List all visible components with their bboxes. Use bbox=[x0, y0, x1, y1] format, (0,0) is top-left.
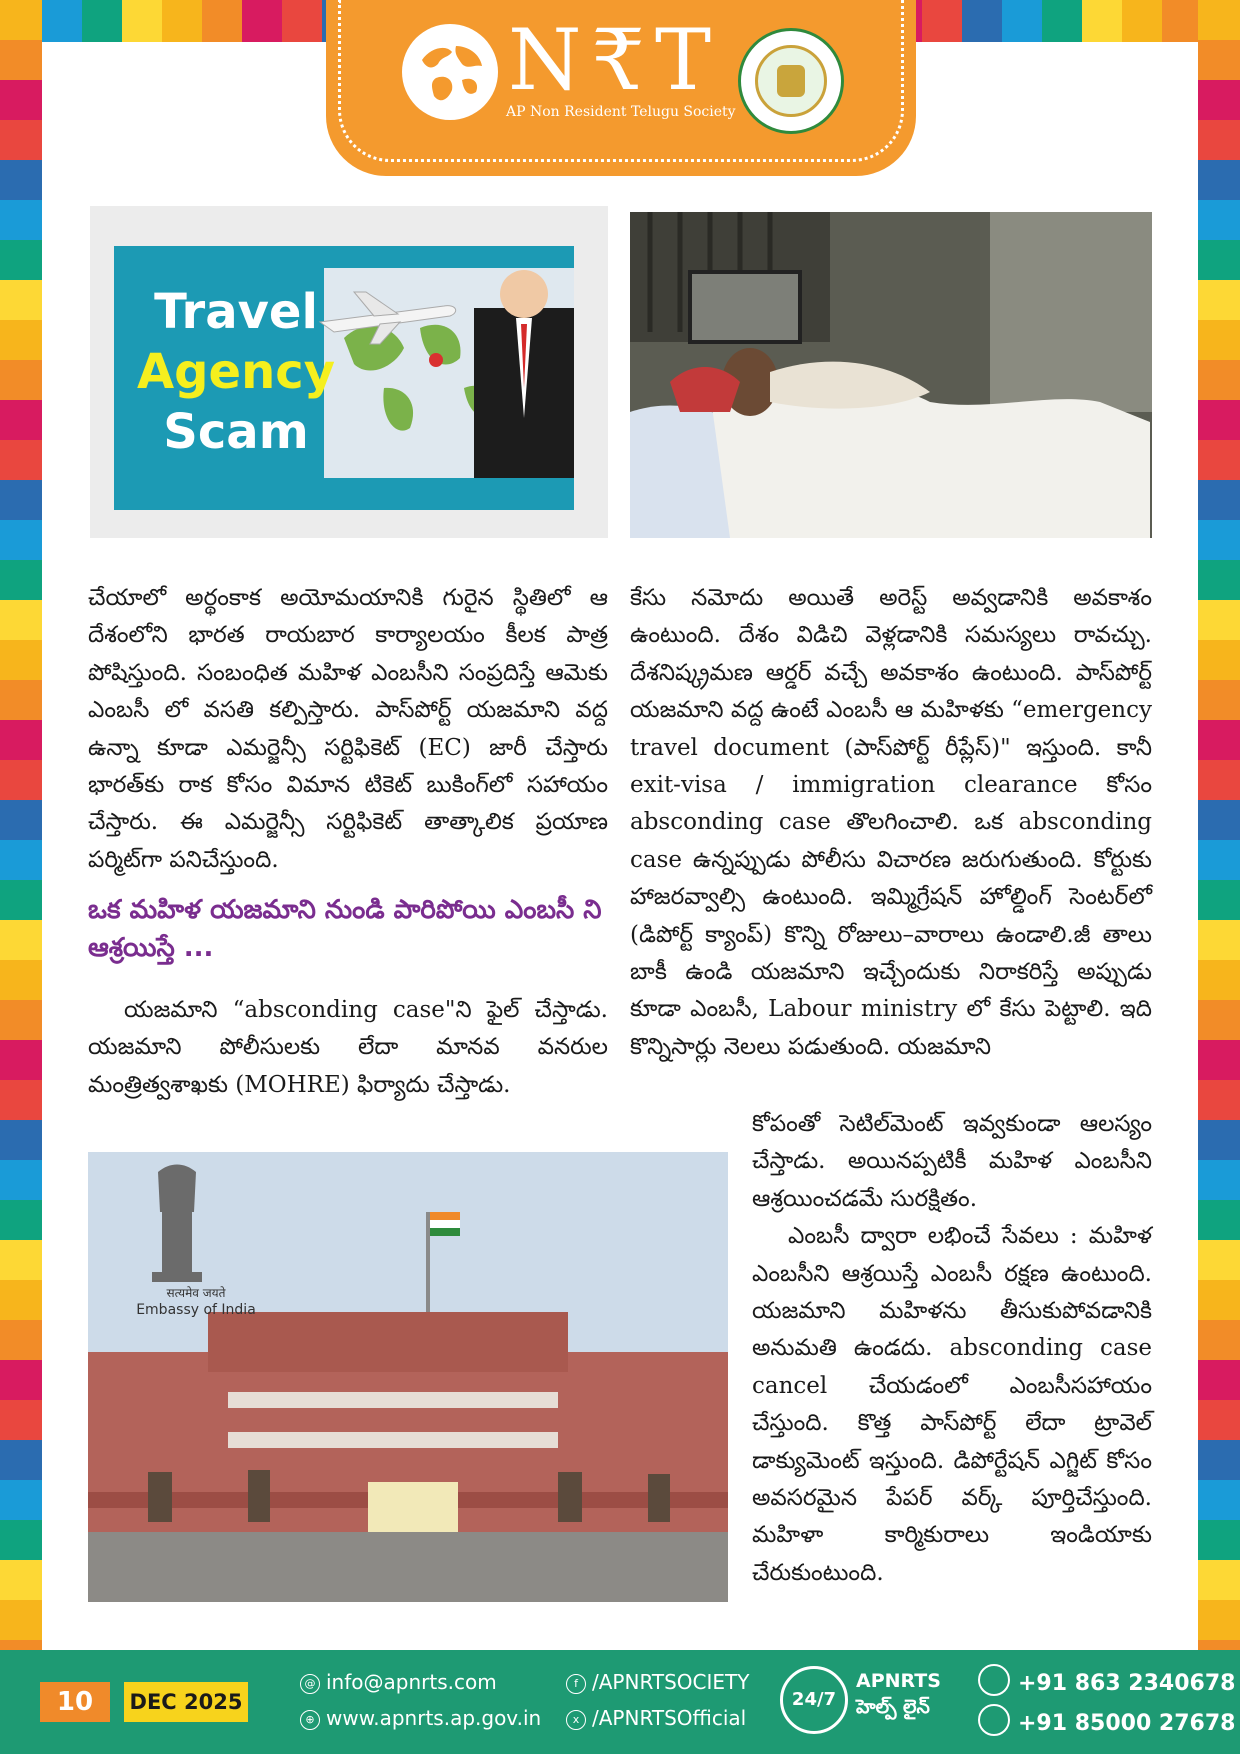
footer-twitter[interactable]: x /APNRTSOfficial bbox=[566, 1704, 746, 1732]
phone-icon bbox=[978, 1664, 1010, 1696]
decorative-tile bbox=[1198, 760, 1240, 800]
support-24-7-badge: 24/7 bbox=[780, 1666, 848, 1734]
decorative-tile bbox=[1198, 560, 1240, 600]
decorative-tile bbox=[82, 0, 122, 42]
decorative-tile bbox=[1198, 1040, 1240, 1080]
travel-title-line2: Agency bbox=[137, 344, 335, 400]
decorative-tile bbox=[0, 1520, 42, 1560]
decorative-tile bbox=[1198, 200, 1240, 240]
article-col1-para2: యజమాని “absconding case"ని ఫైల్ చేస్తాడు. యజమాని పోలీసులకు లేదా మానవ వనరుల మంత్రిత్వశాఖకు (MOHRE) ఫిర్యాదు చేస్తాడు. bbox=[88, 997, 608, 1098]
decorative-tile bbox=[1198, 1480, 1240, 1520]
decorative-tile bbox=[0, 720, 42, 760]
decorative-tile bbox=[0, 880, 42, 920]
decorative-tile bbox=[0, 920, 42, 960]
decorative-tile bbox=[1198, 1120, 1240, 1160]
decorative-tile bbox=[242, 0, 282, 42]
decorative-tile bbox=[1198, 720, 1240, 760]
page-number: 10 bbox=[40, 1682, 110, 1722]
embassy-of-india-photo bbox=[88, 1152, 728, 1602]
decorative-tile bbox=[1198, 80, 1240, 120]
decorative-tile bbox=[1198, 120, 1240, 160]
woman-resting-photo bbox=[630, 212, 1152, 538]
email-icon: @ bbox=[300, 1674, 320, 1694]
decorative-tile bbox=[0, 1360, 42, 1400]
issue-date: DEC 2025 bbox=[124, 1682, 248, 1722]
decorative-tile bbox=[0, 1640, 42, 1650]
decorative-tile bbox=[1198, 1280, 1240, 1320]
globe-icon bbox=[402, 24, 498, 120]
decorative-tile bbox=[1198, 680, 1240, 720]
footer-website[interactable]: ⊕ www.apnrts.ap.gov.in bbox=[300, 1704, 541, 1732]
decorative-tile bbox=[1162, 0, 1198, 42]
decorative-tile bbox=[0, 200, 42, 240]
decorative-tile bbox=[0, 1080, 42, 1120]
decorative-tile bbox=[1198, 160, 1240, 200]
decorative-tile bbox=[1198, 1160, 1240, 1200]
decorative-tile bbox=[0, 280, 42, 320]
decorative-tile bbox=[1198, 1080, 1240, 1120]
footer-phone-2[interactable]: +91 85000 27678 bbox=[978, 1704, 1235, 1738]
decorative-tile bbox=[0, 560, 42, 600]
decorative-tile bbox=[1198, 480, 1240, 520]
decorative-tile bbox=[0, 1160, 42, 1200]
article-subheading: ఒక మహిళ యజమాని నుండి పారిపోయి ఎంబసీ ని ఆశ్రయిస్తే ... bbox=[88, 895, 602, 963]
web-icon: ⊕ bbox=[300, 1710, 320, 1730]
travel-title-line3: Scam bbox=[163, 404, 309, 460]
decorative-tile bbox=[1198, 320, 1240, 360]
travel-title-line1: Travel bbox=[154, 284, 318, 340]
decorative-tile bbox=[0, 0, 42, 40]
decorative-tile bbox=[0, 1240, 42, 1280]
article-col1-para1: చేయాలో అర్థంకాక అయోమయానికి గురైన స్థితిలో ఆ దేశంలోని భారత రాయబార కార్యాలయం కీలక పాత్ర పోషిస్తుంది. సంబంధిత మహిళ ఎంబసీని సంప్రదిస్తే ఆమెకు ఎంబసీ లో వసతి కల్పిస్తారు. పాస్‌పోర్ట్ యజమాని వద్ద ఉన్నా కూడా ఎమర్జెన్సీ సర్టిఫికెట్ (EC) జారీ చేస్తారు భారత్‌కు రాక కోసం విమాన టికెట్ బుకింగ్‌లో సహాయం చేస్తారు. ఈ ఎమర్జెన్సీ సర్టిఫికెట్ తాత్కాలిక ప్రయాణ పర్మిట్‌గా పనిచేస్తుంది. bbox=[88, 585, 608, 873]
decorative-tile bbox=[1198, 40, 1240, 80]
decorative-tile bbox=[922, 0, 962, 42]
decorative-tile bbox=[1198, 920, 1240, 960]
decorative-tile bbox=[42, 0, 82, 42]
decorative-tile bbox=[0, 1320, 42, 1360]
whatsapp-icon bbox=[978, 1704, 1010, 1736]
decorative-tile bbox=[1198, 1400, 1240, 1440]
footer-email[interactable]: @ info@apnrts.com bbox=[300, 1668, 497, 1696]
decorative-tile bbox=[162, 0, 202, 42]
decorative-tile bbox=[1198, 1320, 1240, 1360]
decorative-tile bbox=[0, 80, 42, 120]
decorative-tile bbox=[282, 0, 322, 42]
decorative-tile bbox=[1198, 800, 1240, 840]
decorative-tile bbox=[1198, 400, 1240, 440]
left-decorative-strip bbox=[0, 0, 42, 1650]
decorative-tile bbox=[0, 480, 42, 520]
decorative-tile bbox=[0, 1480, 42, 1520]
article-col2-para1: కేసు నమోదు అయితే అరెస్ట్ అవ్వడానికి అవకాశం ఉంటుంది. దేశం విడిచి వెళ్లడానికి సమస్యలు రావచ్చు. దేశనిష్క్రమణ ఆర్డర్ వచ్చే అవకాశం ఉంటుంది. పాస్‌పోర్ట్ యజమాని వద్ద ఉంటే ఎంబసీ ఆ మహిళకు “emergency travel document (పాస్‌పోర్ట్ రీప్లేస్)" ఇస్తుంది. కానీ exit-visa / immigration clearance కోసం absconding case తొలగించాలి. ఒక absconding case ఉన్నప్పుడు పోలీసు విచారణ జరుగుతుంది. కోర్టుకు హాజరవ్వాల్సి ఉంటుంది. ఇమ్మిగ్రేషన్ హోల్డింగ్ సెంటర్‌లో (డిపోర్ట్ క్యాంప్) కొన్ని రోజులు–వారాలు ఉండాలి.జీ తాలు బాకీ ఉండి యజమాని ఇచ్చేందుకు నిరాకరిస్తే అప్పుడు కూడా ఎంబసీ, Labour ministry లో కేసు పెట్టాలి. ఇది కొన్నిసార్లు నెలలు పడుతుంది. యజమాని bbox=[630, 585, 1152, 1060]
right-decorative-strip bbox=[1198, 0, 1240, 1650]
decorative-tile bbox=[0, 640, 42, 680]
decorative-tile bbox=[1198, 520, 1240, 560]
travel-agency-scam-image bbox=[90, 206, 608, 538]
decorative-tile bbox=[1198, 0, 1240, 40]
decorative-tile bbox=[1198, 360, 1240, 400]
decorative-tile bbox=[0, 680, 42, 720]
article-col2-continued: కోపంతో సెటిల్‌మెంట్ ఇవ్వకుండా ఆలస్యం చేస్తాడు. అయినప్పటికీ మహిళ ఎంబసీని ఆశ్రయించడమే సురక్షితం. ఎంబసీ ద్వారా లభించే సేవలు : మహిళ ఎంబసీని ఆశ్రయిస్తే ఎంబసీ రక్షణ ఉంటుంది. యజమాని మహిళను తీసుకుపోవడానికి అనుమతి ఉండదు. absconding case cancel చేయడంలో ఎంబసీసహాయం చేస్తుంది. కొత్త పాస్‌పోర్ట్ లేదా ట్రావెల్ డాక్యుమెంట్ ఇస్తుంది. డిపోర్టేషన్ ఎగ్జిట్ కోసం అవసరమైన పేపర్ వర్క్ పూర్తిచేస్తుంది. మహిళా కార్మికురాలు ఇండియాకు చేరుకుంటుంది. bbox=[752, 1111, 1152, 1586]
decorative-tile bbox=[1198, 1000, 1240, 1040]
decorative-tile bbox=[1198, 1640, 1240, 1650]
embassy-label: Embassy of India bbox=[136, 1302, 256, 1318]
decorative-tile bbox=[0, 1040, 42, 1080]
decorative-tile bbox=[0, 1400, 42, 1440]
decorative-tile bbox=[0, 1000, 42, 1040]
decorative-tile bbox=[1042, 0, 1082, 42]
decorative-tile bbox=[0, 40, 42, 80]
decorative-tile bbox=[0, 320, 42, 360]
decorative-tile bbox=[0, 520, 42, 560]
decorative-tile bbox=[0, 360, 42, 400]
decorative-tile bbox=[0, 1600, 42, 1640]
airplane-icon bbox=[314, 286, 464, 346]
decorative-tile bbox=[1198, 640, 1240, 680]
decorative-tile bbox=[962, 0, 1002, 42]
decorative-tile bbox=[0, 760, 42, 800]
nrt-logo-text: N₹T bbox=[508, 11, 721, 109]
decorative-tile bbox=[1198, 1600, 1240, 1640]
decorative-tile bbox=[0, 400, 42, 440]
org-name: AP Non Resident Telugu Society bbox=[506, 104, 736, 120]
decorative-tile bbox=[0, 800, 42, 840]
decorative-tile bbox=[0, 160, 42, 200]
decorative-tile bbox=[0, 1560, 42, 1600]
decorative-tile bbox=[1122, 0, 1162, 42]
decorative-tile bbox=[1198, 1200, 1240, 1240]
decorative-tile bbox=[0, 840, 42, 880]
decorative-tile bbox=[0, 1200, 42, 1240]
decorative-tile bbox=[202, 0, 242, 42]
decorative-tile bbox=[0, 1440, 42, 1480]
decorative-tile bbox=[1198, 1520, 1240, 1560]
andhra-pradesh-seal-icon bbox=[738, 28, 844, 134]
decorative-tile bbox=[0, 960, 42, 1000]
decorative-tile bbox=[1198, 960, 1240, 1000]
decorative-tile bbox=[1198, 240, 1240, 280]
x-twitter-icon: x bbox=[566, 1710, 586, 1730]
decorative-tile bbox=[1198, 840, 1240, 880]
facebook-icon: f bbox=[566, 1674, 586, 1694]
decorative-tile bbox=[0, 440, 42, 480]
footer-phone-1[interactable]: +91 863 2340678 bbox=[978, 1664, 1235, 1698]
decorative-tile bbox=[1198, 1440, 1240, 1480]
decorative-tile bbox=[1082, 0, 1122, 42]
decorative-tile bbox=[1198, 1560, 1240, 1600]
decorative-tile bbox=[0, 120, 42, 160]
embassy-motto: सत्यमेव जयते bbox=[166, 1286, 226, 1300]
footer-facebook[interactable]: f /APNRTSOCIETY bbox=[566, 1668, 749, 1696]
decorative-tile bbox=[1198, 880, 1240, 920]
decorative-tile bbox=[1198, 440, 1240, 480]
helpline-label: APNRTS హెల్ప్ లైన్ bbox=[856, 1670, 941, 1718]
decorative-tile bbox=[1198, 1360, 1240, 1400]
decorative-tile bbox=[1198, 1240, 1240, 1280]
decorative-tile bbox=[1198, 280, 1240, 320]
decorative-tile bbox=[1002, 0, 1042, 42]
decorative-tile bbox=[1198, 600, 1240, 640]
decorative-tile bbox=[0, 1120, 42, 1160]
decorative-tile bbox=[122, 0, 162, 42]
decorative-tile bbox=[0, 1280, 42, 1320]
decorative-tile bbox=[0, 240, 42, 280]
decorative-tile bbox=[0, 600, 42, 640]
